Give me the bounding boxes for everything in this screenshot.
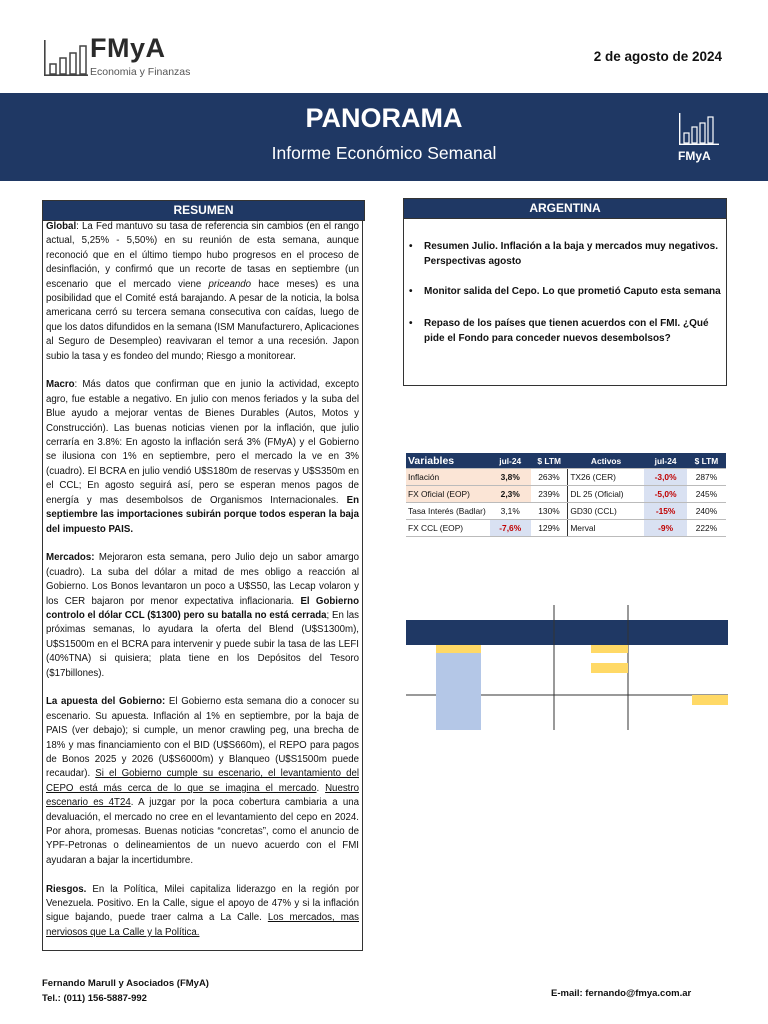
- mercados-paragraph: Mercados: Mejoraron esta semana, pero Julio dejo un sabor amargo (cuadro). La suba del dólar a mitad de mes obligo a reacción al Gobierno. Los Bonos levantaron un poco a U$S50, las Lecap volaron y los CER bajaron por menor expectativa inflacionaria. El Gobierno controlo el dólar CCL ($1300) pero su batalla no está cerrada; En las próximas semanas, lo ayudara la oferta del Blend (U$S1300m), U$S1500m en el BCRA para intervenir y puede subir la tasa de las LEFI (40%TNA) si quisiera; plata tiene en los Depósitos del Tesoro ($17billones).: [46, 552, 359, 679]
- mini-chart: [406, 605, 728, 730]
- resumen-header: RESUMEN: [42, 200, 365, 221]
- col-header: $ LTM: [687, 453, 726, 469]
- global-label: Global: [46, 221, 77, 232]
- report-date: 2 de agosto de 2024: [593, 49, 722, 64]
- riesgos-label: Riesgos.: [46, 883, 87, 895]
- macro-paragraph: Macro: Más datos que confirman que en junio la actividad, excepto agro, fue estable a negativo. En julio con menos feriados y la suba del Blue ayudo a mejorar ventas de Bienes Durables (Autos, Motos y Construcción). Las buenas noticias vienen por la inflación, que julio cerraría en 3.8%: En agosto la inflación será 3% (FMyA) y el Gobierno se ilusiona con 1% en septiembre, pero el mercado la ve en 3% (cuadro). El BCRA en julio vendió U$S180m de reservas y U$S350m en el CCL; En agosto seguirá así, pero se esperan menos pagos de energía y mas desembolsos de Organismos Internacionales. En septiembre las importaciones subirán porque todos esperan la baja del impuesto PAIS.: [46, 379, 359, 535]
- bullet-icon: •: [409, 241, 413, 252]
- col-header: Variables: [406, 453, 490, 469]
- page-subtitle: Informe Económico Semanal: [271, 143, 497, 163]
- riesgos-paragraph: Riesgos. En la Política, Milei capitaliza liderazgo en la región por Venezuela. Positivo. En la Calle, sigue el apoyo de 47% y si la inflación sigue bajando, puede traer calma a La Calle. Los mercados, mas nerviosos que La Calle y la Política.: [46, 883, 359, 938]
- table-row: FX CCL (EOP) -7,6% 129% Merval -9% 222%: [406, 520, 726, 537]
- resumen-box: [42, 220, 363, 951]
- chart-bar: [436, 645, 481, 730]
- list-item[interactable]: • Monitor salida del Cepo. Lo que prometió Caputo esta semana: [409, 286, 721, 297]
- chart-bar: [436, 645, 481, 653]
- footer-phone: Tel.: (011) 156-5887-992: [42, 993, 147, 1004]
- bullet-icon: •: [409, 318, 413, 329]
- col-header: $ LTM: [531, 453, 568, 469]
- argentina-header: ARGENTINA: [403, 198, 727, 219]
- page-title: PANORAMA: [305, 103, 463, 133]
- logo-subtitle: Economia y Finanzas: [90, 66, 191, 78]
- table-row: Tasa Interés (Badlar) 3,1% 130% GD30 (CCL) -15% 240%: [406, 503, 726, 520]
- list-item[interactable]: • Resumen Julio. Inflación a la baja y mercados muy negativos. Perspectivas agosto: [409, 241, 718, 267]
- chart-bar: [692, 695, 728, 705]
- col-header: jul-24: [644, 453, 687, 469]
- table-row: FX Oficial (EOP) 2,3% 239% DL 25 (Oficial) -5,0% 245%: [406, 486, 726, 503]
- bullet-icon: •: [409, 286, 413, 297]
- mercados-label: Mercados:: [46, 552, 95, 564]
- logo-wordmark: FMyA: [90, 33, 166, 63]
- apuesta-paragraph: La apuesta del Gobierno: El Gobierno esta semana dio a conocer su escenario. Su apuesta. Inflación al 1% en septiembre, por la baja de PAIS (ver debajo); si cumple, un menor crawling peg, una brecha de 18% y mas financiamiento con el BID (U$S660m), el REPO para pagos de Bonos 2025 y 2026 (U$S6000m) y Blanqueo (U$S1500m puede recaudar). Si el Gobierno cumple su escenario, el levantamiento del CEPO está más cerca de lo que se imagina el mercado. Nuestro escenario es 4T24. A juzgar por la poca cobertura cambiaria a una devaluación, el mercado no cree en el levantamiento del cepo en 2024. Por ahora, promesas. Buenas noticias “concretas”, como el anuncio de YPF-Petronas o delineamientos de un nuevo acuerdo con el FMI ayudaran a bajar la incertidumbre.: [46, 696, 360, 866]
- global-paragraph: Global: La Fed mantuvo su tasa de referencia sin cambios (en el rango actual, 5,25% - 5,50%) en su reunión de esta semana, aunque reconoció que en el último tiempo hubo progresos en el proceso de desinflación, y confirmó que un recorte de tasas en septiembre (un escenario que el mercado viene priceando hace meses) es una posibilidad que el Comité está barajando. A pesar de la noticia, la bolsa americana cerró su tercera semana consecutiva con caídas, luego de que los datos difundidos en la semana (ISM Manufacturero, Aplicaciones al Seguro de Desempleo) reavivaran el temor a una recesión. Japon subio la tasa y es fondeo del mundo; Riesgo a monitorear.: [46, 221, 359, 362]
- col-header: jul-24: [490, 453, 531, 469]
- argentina-box: [403, 219, 727, 386]
- chart-header-bar: [406, 620, 728, 645]
- table-row: Inflación 3,8% 263% TX26 (CER) -3,0% 287%: [406, 469, 726, 486]
- col-header: Activos: [568, 453, 644, 469]
- apuesta-label: La apuesta del Gobierno:: [46, 696, 166, 708]
- band-logo-text: FMyA: [678, 149, 711, 163]
- macro-label: Macro: [46, 379, 75, 391]
- list-item[interactable]: • Repaso de los países que tienen acuerdos con el FMI. ¿Qué pide el Fondo para conceder nuevos desembolsos?: [409, 318, 709, 344]
- chart-bar: [591, 663, 628, 673]
- footer-company: Fernando Marull y Asociados (FMyA): [42, 978, 209, 989]
- table-header-row: [406, 453, 726, 469]
- variables-table: [406, 453, 726, 537]
- chart-bar: [591, 645, 628, 653]
- footer-email[interactable]: E-mail: fernando@fmya.com.ar: [551, 988, 692, 999]
